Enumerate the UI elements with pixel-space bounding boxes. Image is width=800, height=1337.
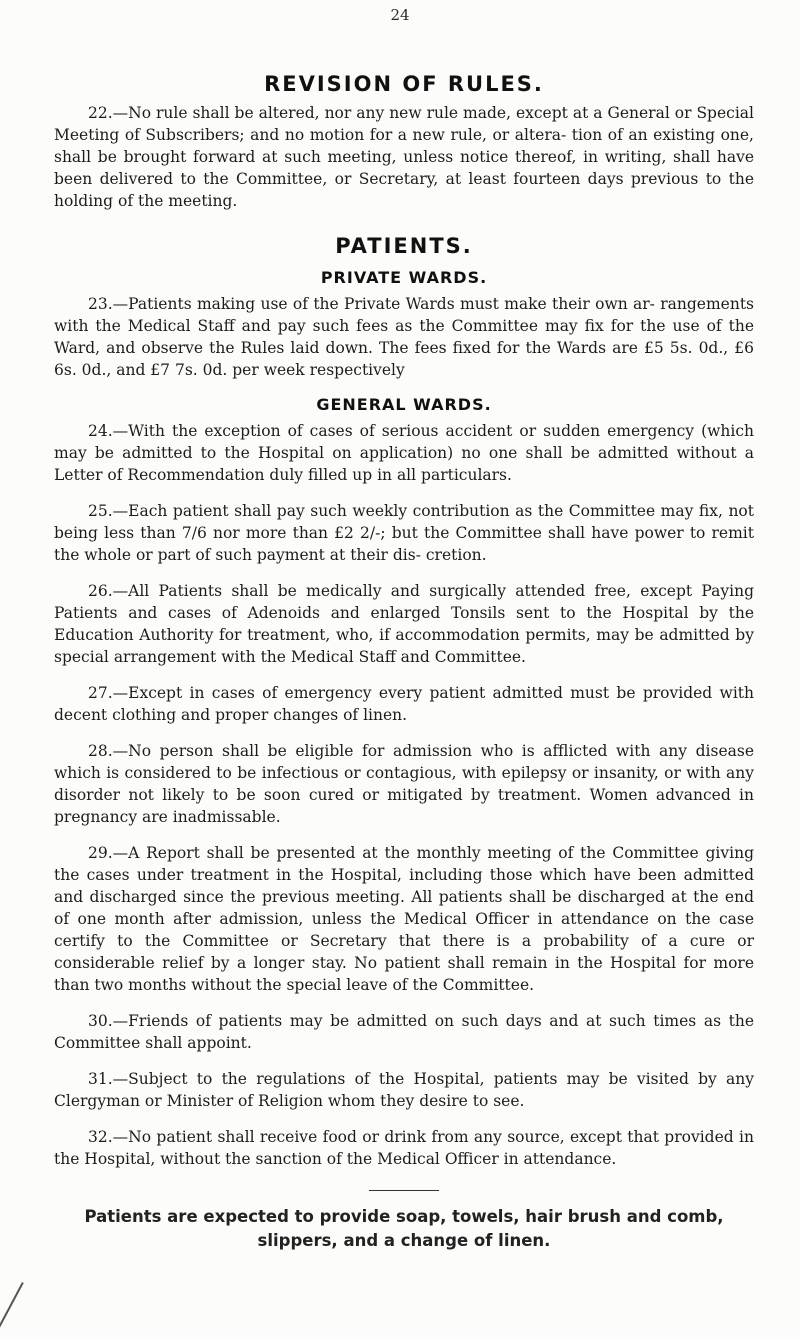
rule-22: 22.—No rule shall be altered, nor any new rule made, except at a General or Special Meeting of Subscribers; and no motion for a new rule, or altera- tion of an existing one, shall be brought forward at such meeting, unless notice thereof, in writing, shall have been delivered to the Committee, or Secretary, at least fourteen days previous to the holding of the meeting.	[54, 104, 754, 210]
rule-26: 26.—All Patients shall be medically and surgically attended free, except Paying Patients and cases of Adenoids and enlarged Tonsils sent to the Hospital by the Education Authority for treatment, who, if accommodation permits, may be admitted by special arrangement with the Medical Staff and Committee.	[54, 582, 754, 666]
rule-25: 25.—Each patient shall pay such weekly contribution as the Committee may fix, not being less than 7/6 nor more than £2 2/-; but the Committee shall have power to remit the whole or part of such payment at their dis- cretion.	[54, 502, 754, 564]
general-wards-heading: GENERAL WARDS.	[316, 395, 492, 414]
patients-heading: PATIENTS.	[335, 234, 473, 258]
rule-30: 30.—Friends of patients may be admitted on such days and at such times as the Committee shall appoint.	[54, 1012, 754, 1052]
document-body	[54, 72, 754, 1253]
margin-pencil-mark	[0, 1282, 24, 1332]
rule-23: 23.—Patients making use of the Private Wards must make their own ar- rangements with the Medical Staff and pay such fees as the Committee may fix for the use of the Ward, and observe the Rules laid down. The fees fixed for the Wards are £5 5s. 0d., £6 6s. 0d., and £7 7s. 0d. per week respectively	[54, 295, 754, 379]
section-divider	[369, 1190, 439, 1191]
rule-27: 27.—Except in cases of emergency every patient admitted must be provided with decent clothing and proper changes of linen.	[54, 684, 754, 724]
page-number: 24	[390, 6, 410, 24]
patient-supplies-note: Patients are expected to provide soap, towels, hair brush and comb, slippers, and a change of linen.	[84, 1207, 724, 1250]
rule-24: 24.—With the exception of cases of serious accident or sudden emergency (which may be admitted to the Hospital on application) no one shall be admitted without a Letter of Recommendation duly filled up in all particulars.	[54, 422, 754, 484]
rule-28: 28.—No person shall be eligible for admission who is afflicted with any disease which is considered to be infectious or contagious, with epilepsy or insanity, or with any disorder not likely to be soon cured or mitigated by treatment. Women advanced in pregnancy are inadmissable.	[54, 742, 754, 826]
rule-31: 31.—Subject to the regulations of the Hospital, patients may be visited by any Clergyman or Minister of Religion whom they desire to see.	[54, 1070, 754, 1110]
rule-29: 29.—A Report shall be presented at the monthly meeting of the Committee giving the cases under treatment in the Hospital, including those which have been admitted and discharged since the previous meeting. All patients shall be discharged at the end of one month after admission, unless the Medical Officer in attendance on the case certify to the Committee or Secretary that there is a probability of a cure or considerable relief by a longer stay. No patient shall remain in the Hospital for more than two months without the special leave of the Committee.	[54, 844, 754, 994]
rule-32: 32.—No patient shall receive food or drink from any source, except that provided in the Hospital, without the sanction of the Medical Officer in attendance.	[54, 1128, 754, 1168]
revision-of-rules-heading: REVISION OF RULES.	[264, 72, 544, 96]
private-wards-heading: PRIVATE WARDS.	[320, 268, 488, 287]
